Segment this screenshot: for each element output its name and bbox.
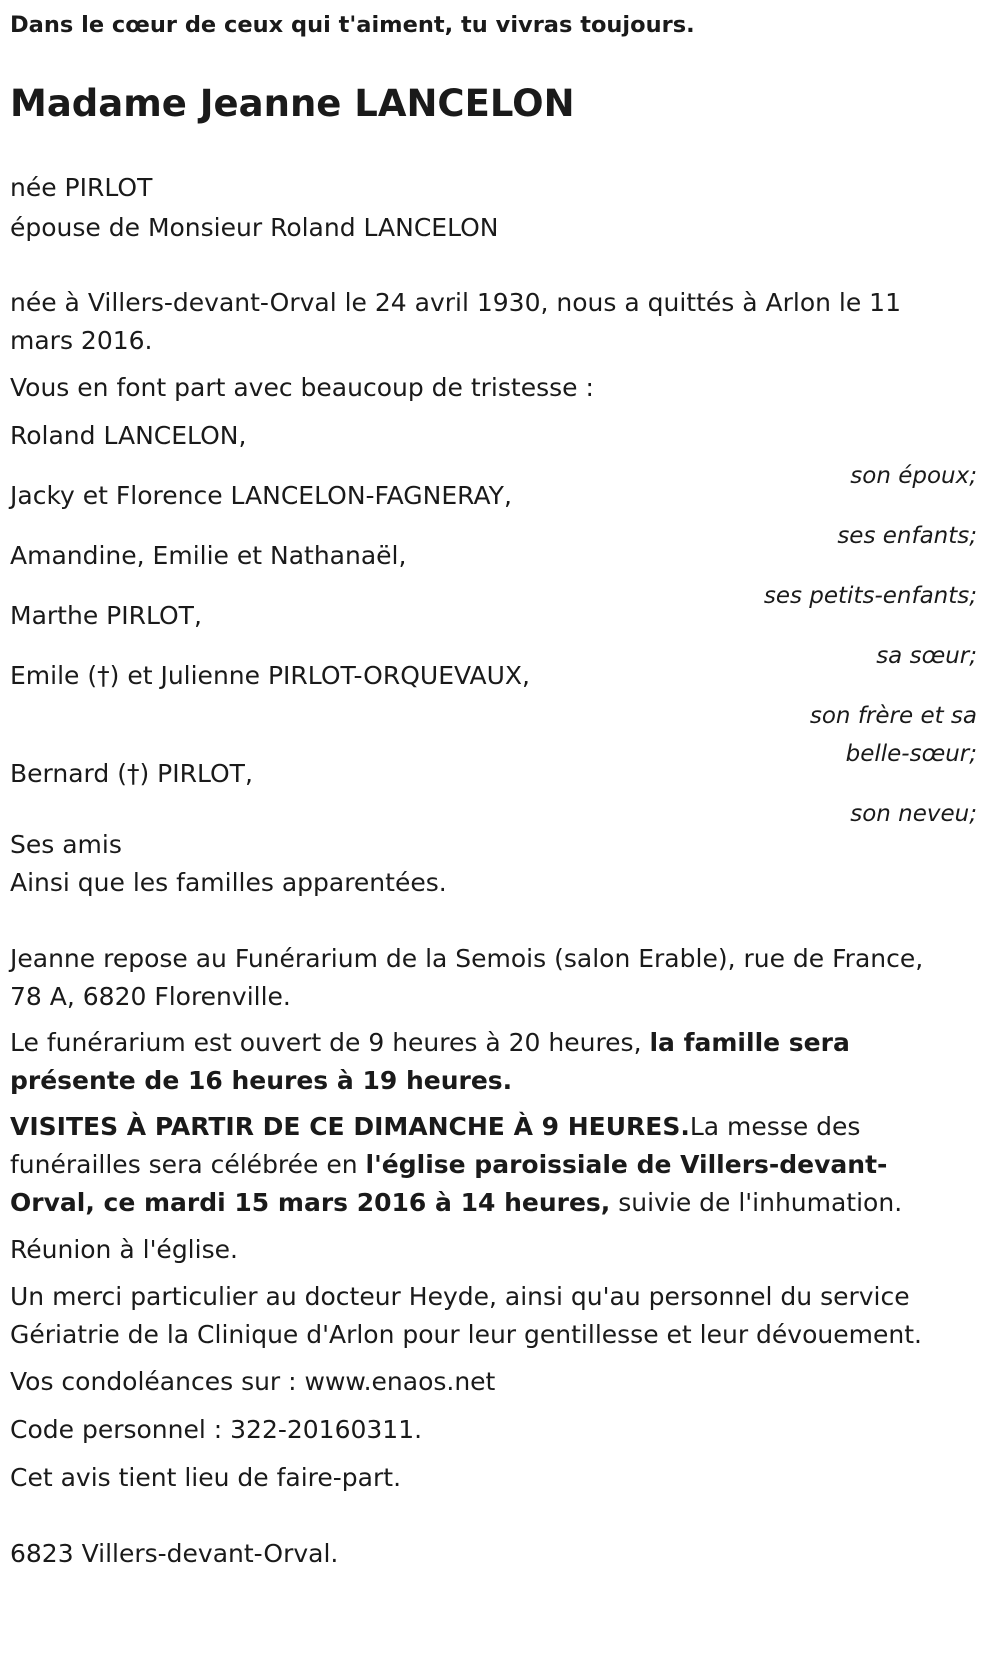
deceased-name: Madame Jeanne LANCELON xyxy=(10,82,575,125)
mass-bold: l'église paroissiale de Villers-devant-Orval, ce mardi 15 mars 2016 à 14 heures, xyxy=(10,1150,888,1217)
family-relation: sa sœur; xyxy=(876,643,977,669)
family-name: Emile (†) et Julienne PIRLOT-ORQUEVAUX, xyxy=(10,661,530,690)
family-name: Jacky et Florence LANCELON-FAGNERAY, xyxy=(10,481,512,510)
family-relation: son frère et sa xyxy=(809,703,977,729)
family-relation: son époux; xyxy=(850,463,977,489)
family-row xyxy=(10,754,990,834)
family-name: Amandine, Emilie et Nathanaël, xyxy=(10,541,407,570)
thanks: Un merci particulier au docteur Heyde, ainsi qu'au personnel du service Gériatrie de la Clinique d'Arlon pour leur gentillesse et leur dévouement. xyxy=(10,1282,922,1349)
personal-code: Code personnel : 322-20160311. xyxy=(10,1415,423,1444)
mass-text-2: suivie de l'inhumation. xyxy=(610,1188,903,1217)
hours-text: Le funérarium est ouvert de 9 heures à 20 heures, xyxy=(10,1028,650,1057)
family-relation: son neveu; xyxy=(850,801,977,827)
epigraph: Dans le cœur de ceux qui t'aiment, tu vivras toujours. xyxy=(10,12,695,38)
address: 6823 Villers-devant-Orval. xyxy=(10,1539,339,1568)
intro: Vous en font part avec beaucoup de tristesse : xyxy=(10,373,594,402)
family-relation: ses petits-enfants; xyxy=(763,583,977,609)
mass-paragraph xyxy=(10,1108,960,1222)
repose: Jeanne repose au Funérarium de la Semois (salon Erable), rue de France, 78 A, 6820 Florenville. xyxy=(10,944,924,1011)
maiden-name: née PIRLOT xyxy=(10,173,153,202)
obituary-notice xyxy=(0,10,990,1574)
visits-bold: VISITES À PARTIR DE CE DIMANCHE À 9 HEURES. xyxy=(10,1112,690,1141)
friends: Ses amis xyxy=(10,830,122,859)
hours-paragraph xyxy=(10,1024,910,1100)
condolences: Vos condoléances sur : www.enaos.net xyxy=(10,1367,496,1396)
family-relation: ses enfants; xyxy=(837,523,977,549)
family-name: Marthe PIRLOT, xyxy=(10,601,202,630)
family-name: Roland LANCELON, xyxy=(10,421,247,450)
reunion: Réunion à l'église. xyxy=(10,1235,238,1264)
maiden-name-block xyxy=(10,168,990,248)
family-list xyxy=(10,416,990,834)
spouse-line: épouse de Monsieur Roland LANCELON xyxy=(10,213,499,242)
notice-line: Cet avis tient lieu de faire-part. xyxy=(10,1463,402,1492)
family-name: Bernard (†) PIRLOT, xyxy=(10,759,253,788)
hours-bold: la famille sera présente de 16 heures à 19 heures. xyxy=(10,1028,850,1095)
relatives: Ainsi que les familles apparentées. xyxy=(10,868,447,897)
family-relation: belle-sœur; xyxy=(845,741,977,767)
friends-block xyxy=(10,826,990,902)
birth-death: née à Villers-devant-Orval le 24 avril 1930, nous a quittés à Arlon le 11 mars 2016. xyxy=(10,288,901,355)
mass-text-1: La messe des funérailles sera célébrée en xyxy=(10,1112,861,1179)
